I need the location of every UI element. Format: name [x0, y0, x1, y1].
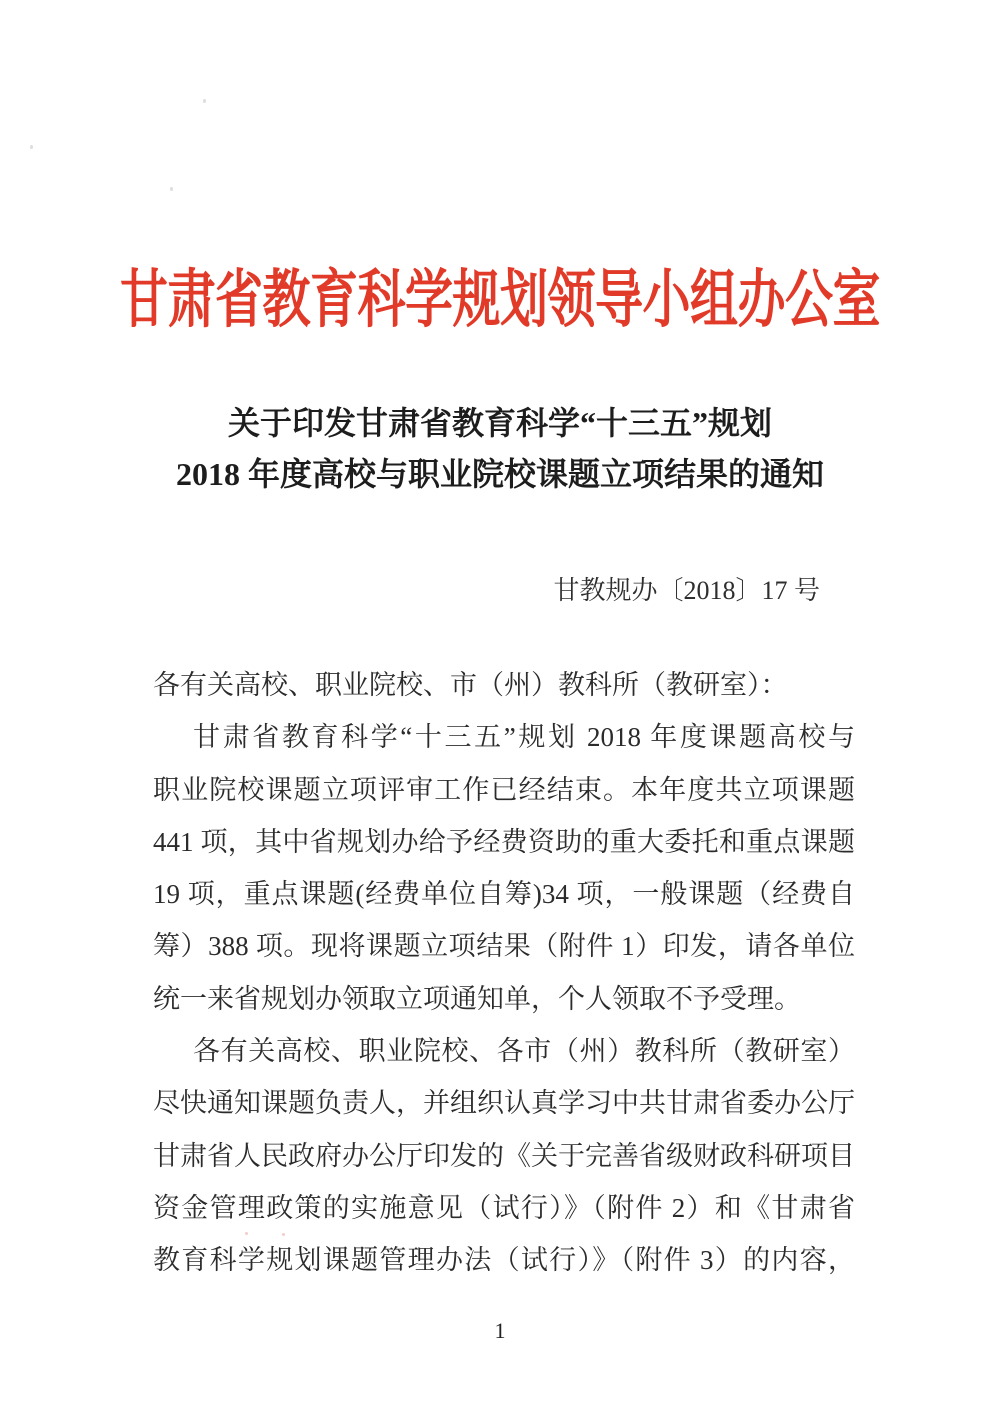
body-line-3: 职业院校课题立项评审工作已经结束。本年度共立项课题	[153, 774, 855, 805]
page-number: 1	[494, 1318, 506, 1343]
body-line-1: 各有关高校、职业院校、市（州）教科所（教研室）：	[153, 670, 788, 700]
notice-title	[0, 398, 1000, 500]
body-line-12: 教育科学规划课题管理办法（试行）》（附件 3）的内容，	[153, 1245, 855, 1276]
notice-body	[153, 659, 855, 1287]
notice-title-line-1: 关于印发甘肃省教育科学“十三五”规划	[227, 405, 772, 441]
scan-speck	[203, 99, 206, 103]
body-line-6: 筹）388 项。现将课题立项结果（附件 1）印发，请各单位	[153, 931, 855, 962]
document-number: 甘教规办〔2018〕17 号	[553, 576, 820, 605]
letterhead-title: 甘肃省教育科学规划领导小组办公室	[119, 266, 880, 336]
body-line-7: 统一来省规划办领取立项通知单，个人领取不予受理。	[153, 983, 801, 1014]
body-line-9: 尽快通知课题负责人，并组织认真学习中共甘肃省委办公厅	[153, 1088, 855, 1119]
body-line-10: 甘肃省人民政府办公厅印发的《关于完善省级财政科研项目	[153, 1140, 855, 1171]
body-line-11: 资金管理政策的实施意见（试行）》（附件 2）和《甘肃省	[153, 1192, 855, 1223]
scan-speck	[170, 187, 173, 191]
body-line-2: 甘肃省教育科学“十三五”规划 2018 年度课题高校与	[193, 722, 855, 753]
notice-title-line-2: 2018 年度高校与职业院校课题立项结果的通知	[175, 456, 824, 492]
body-line-8: 各有关高校、职业院校、各市（州）教科所（教研室）	[193, 1036, 855, 1067]
body-line-5: 19 项，重点课题(经费单位自筹)34 项，一般课题（经费自	[153, 879, 855, 910]
body-line-4: 441 项，其中省规划办给予经费资助的重大委托和重点课题	[153, 826, 855, 857]
scan-speck	[30, 145, 33, 149]
